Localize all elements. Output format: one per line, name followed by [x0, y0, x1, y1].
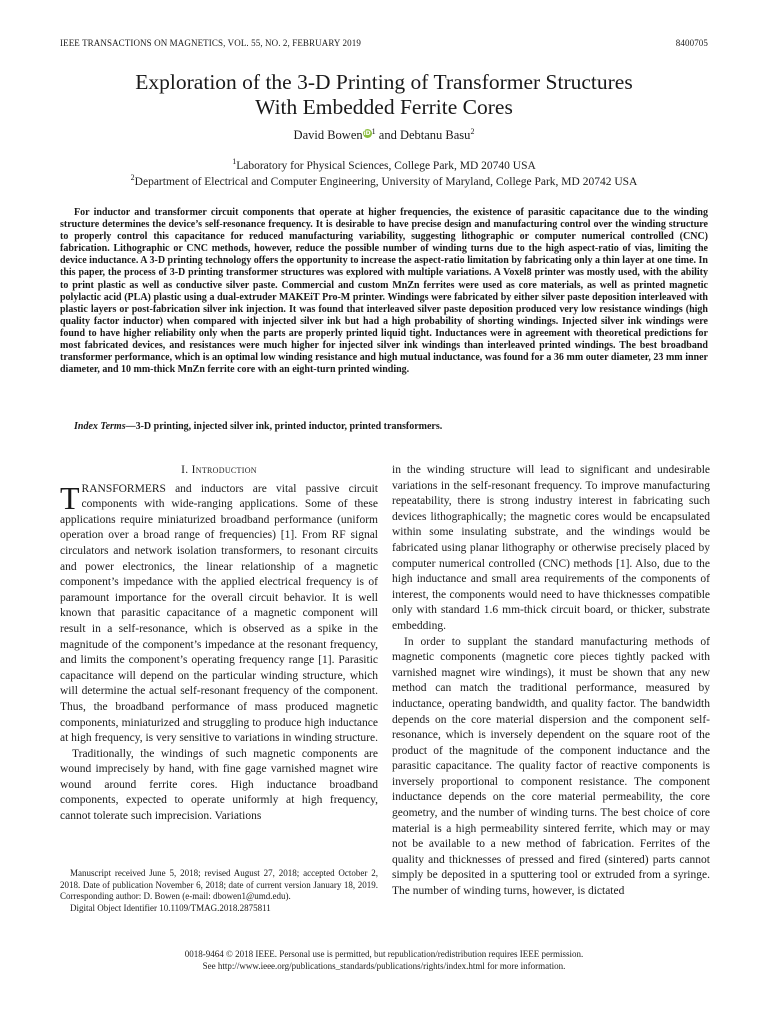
running-header [60, 38, 708, 52]
affiliation-2-mark: 2 [130, 173, 135, 182]
affiliation-2-text: Department of Electrical and Computer Engineering, University of Maryland, College Park, MD 20742 USA [134, 176, 638, 188]
abstract: For inductor and transformer circuit components that operate at higher frequencies, the existence of parasitic capacitance due to the winding structure determines the device’s self-resonance frequency. It is desirable to have precise design and manufacturing control over the winding structure to properly control this capacitance for reduced manufacturing variability, suggesting lithographic or computer numerical controlled (CNC) fabrication. Lithographic or CNC methods, however, reduce the possible number of winding turns due to the high aspect-ratio of vias, limiting the device inductance. A 3-D printing technology offers the opportunity to increase the aspect-ratio limitation by fabricating only a thin layer at one time. In this paper, the process of 3-D printing transformer structures was explored with multiple variations. A Voxel8 printer was mostly used, with the ability to print plastic as well as conductive silver paste. Commercial and custom MnZn ferrites were used as core materials, as well as printed magnetic polylactic acid (PLA) plastic using a dual-extruder MAKEiT Pro-M printer. Windings were fabricated by either silver paste deposition interleaved with plastic layers or post-fabrication silver ink injection. It was found that interleaved silver paste deposition produced very low resistance windings (high quality factor inductor) when compared with injected silver ink but had a high probability of shorting windings. Injected silver ink windings were found to have higher reliability only when the parts are properly printed liquid tight. Inductances were in agreement with theoretical predictions for most fabricated devices, and resistances were much higher for injected silver ink windings than interleaved printed windings. The best broadband transformer performance, which is an optimal low winding resistance and high mutual inductance, was found for a 36 mm outer diameter, 23 mm inner diameter, and 10 mm-thick MnZn ferrite core with an eight-turn printed winding. [60, 207, 708, 376]
section-number: I. [181, 464, 192, 476]
author-2-affiliation-mark: 2 [470, 127, 475, 136]
section-heading-introduction [60, 463, 378, 479]
index-terms-label: Index Terms [74, 421, 126, 432]
author-1-affiliation-mark: 1 [371, 127, 376, 136]
footnote-doi: Digital Object Identifier 10.1109/TMAG.2018.2875811 [70, 902, 271, 913]
drop-cap: T [60, 479, 80, 516]
intro-paragraph-2: Traditionally, the windings of such magnetic components are wound imprecisely by hand, with fine gage varnished magnet wire wound around ferrite cores. High inductance broadband components, expected to operate uniformly at high frequency, cannot tolerate such imprecision. Variations [60, 747, 378, 823]
journal-info: IEEE TRANSACTIONS ON MAGNETICS, VOL. 55, NO. 2, FEBRUARY 2019 [60, 38, 361, 48]
index-terms-dash: — [125, 421, 136, 432]
author-2: Debtanu Basu [399, 128, 471, 142]
intro-paragraph-1-text: RANSFORMERS and inductors are vital passive circuit components with wide-ranging applications. Some of these applications require miniaturized broadband performance (uniform operation over a broad range of frequencies) [1]. From RF signal circulators and network isolation transformers, to resonant circuits and power electronics, the linear relationship of a magnetic component’s impedance with the applied electrical frequency is of paramount importance for the overall circuit behavior. It is well known that parasitic capacitance of a magnetic component will result in a self-resonance, which is observed as a spike in the magnitude of the component’s impedance at the resonant frequency, and limits the component’s operating frequency range [1]. Parasitic capacitance will depend on the particular winding structure, which will determine the actual self-resonant frequency of the component. Thus, the broadband performance of mass produced magnetic components, miniaturized and struggling to produce high inductance at high frequency, is very sensitive to variations in winding structure. [60, 482, 378, 745]
index-terms-text: 3-D printing, injected silver ink, printed inductor, printed transformers. [135, 421, 443, 432]
left-column [60, 463, 378, 825]
right-column [392, 463, 710, 900]
affiliation-1 [60, 157, 708, 172]
section-title: Introduction [191, 464, 257, 476]
author-list [60, 128, 708, 143]
author-connector: and [375, 128, 400, 142]
orcid-icon[interactable]: iD [363, 130, 371, 137]
permissions-link[interactable]: See http://www.ieee.org/publications_standards/publications/rights/index.html for more information. [202, 961, 566, 971]
title-line-1: Exploration of the 3-D Printing of Transformer Structures [135, 70, 633, 94]
author-1: David Bowen [293, 128, 363, 142]
paper-title [60, 70, 708, 120]
copyright-line: 0018-9464 © 2018 IEEE. Personal use is permitted, but republication/redistribution requires IEEE permission. [184, 949, 584, 959]
copyright-footer [60, 948, 708, 972]
affiliation-2 [60, 173, 708, 188]
manuscript-footnote [60, 868, 378, 914]
affiliation-1-text: Laboratory for Physical Sciences, College Park, MD 20740 USA [236, 160, 536, 172]
index-terms [60, 421, 708, 432]
affiliation-1-mark: 1 [232, 157, 237, 166]
intro-paragraph-3: in the winding structure will lead to significant and undesirable variations in the self-resonant frequency. To improve manufacturing repeatability, there is strong industry interest in fabricating such devices lithographically; the magnetic cores would be encapsulated within some insulating substrate, and the windings would be fabricated using planar lithography or otherwise precisely placed by computer numerical controlled (CNC) methods [1]. Also, due to the high inductance and small area requirements of the components of interest, the components would need to have thicknesses compatible only with standard 1.6 mm-thick circuit board, or thicker, substrate embedding. [392, 464, 710, 632]
article-number: 8400705 [675, 38, 708, 48]
intro-paragraph-4: In order to supplant the standard manufacturing methods of magnetic components (magnetic core pieces tightly packed with varnished magnet wire windings), it must be shown that any new method can match the traditional performance, measured by inductance, operating bandwidth, and quality factor. The bandwidth depends on the core material dispersion and the component self-resonance, which is inversely dependent on the square root of the product of the magnitude of the component inductance and the parasitic capacitance. The quality factor of reactive components is inversely proportional to component resistance. The component inductance depends on the core material permeability, the core geometry, and the number of winding turns. The best choice of core material is a high permeability sintered ferrite, which may or may not be available to a new method of fabrication. Ferrites of the quality and thicknesses of pressed and fired (sintered) parts cannot simply be deposited in a sputtering tool or extruded from a syringe. The number of winding turns, however, is dictated [392, 635, 710, 898]
title-line-2: With Embedded Ferrite Cores [255, 95, 513, 119]
intro-paragraph-1 [60, 479, 378, 747]
footnote-dates: Manuscript received June 5, 2018; revised August 27, 2018; accepted October 2, 2018. Date of publication November 6, 2018; date of current version January 18, 2019. Corresponding author: D. Bowen (e-mail: dbowen1@umd.edu). [60, 868, 378, 902]
